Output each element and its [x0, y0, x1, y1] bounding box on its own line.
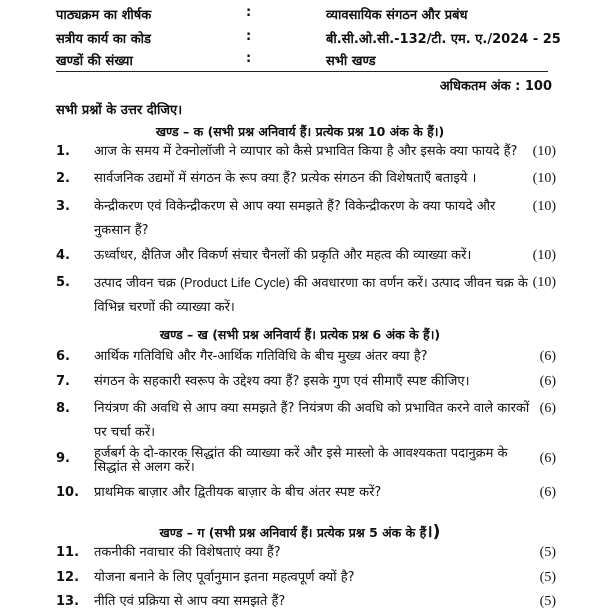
section-c-heading	[0, 519, 600, 542]
question-marks: (6)	[539, 349, 556, 364]
question-text-part: उत्पाद जीवन चक्र	[94, 276, 180, 291]
question-marks: (6)	[539, 374, 556, 389]
question-number: 12.	[56, 570, 80, 585]
question-text: आर्थिक गतिविधि और गैर-आर्थिक गतिविधि के बीच मुख्य अंतर क्या है?	[94, 349, 428, 364]
question-number: 9.	[56, 451, 70, 466]
question-number: 5.	[56, 275, 70, 290]
section-c-heading-text: खण्ड – ग (सभी प्रश्न अनिवार्य हैं। प्रत्येक प्रश्न 5 अंक के हैं	[159, 525, 427, 540]
question-text: प्राथमिक बाज़ार और द्वितीयक बाज़ार के बीच अंतर स्पष्ट करें?	[94, 485, 382, 500]
question-text: नीति एवं प्रक्रिया से आप क्या समझते हैं?	[94, 594, 286, 609]
question-number: 8.	[56, 401, 70, 416]
question-marks: (5)	[539, 545, 556, 560]
question-marks: (6)	[539, 401, 556, 416]
question-marks: (5)	[539, 594, 556, 609]
blocks-count-value: सभी खण्ड	[326, 54, 376, 69]
course-title-label: पाठ्यक्रम का शीर्षक	[56, 8, 152, 23]
question-marks: (10)	[532, 199, 556, 214]
question-text: आज के समय में टेक्नोलॉजी ने व्यापार को कैसे प्रभावित किया है और इसके क्या फायदे हैं?	[94, 144, 518, 159]
question-text-part: की अवधारणा का वर्णन करें। उत्पाद जीवन चक्र के विभिन्न चरणों की व्याख्या करें।	[94, 276, 528, 315]
question-number: 1.	[56, 144, 70, 159]
question-marks: (10)	[532, 248, 556, 263]
colon: :	[246, 29, 252, 44]
colon: :	[246, 5, 252, 20]
question-text: सार्वजनिक उद्यमों में संगठन के रूप क्या हैं? प्रत्येक संगठन की विशेषताएँ बताइये ।	[94, 171, 477, 186]
header-divider	[56, 71, 548, 72]
question-number: 3.	[56, 199, 70, 214]
question-marks: (6)	[539, 485, 556, 500]
question-text: हर्जबर्ग के दो-कारक सिद्धांत की व्याख्या करें और इसे मास्लो के आवश्यकता पदानुक्रम के सिद्धांत से अलग करें।	[94, 446, 508, 475]
question-text: तकनीकी नवाचार की विशेषताएं क्या हैं?	[94, 545, 281, 560]
question-number: 2.	[56, 171, 70, 186]
question-text: नियंत्रण की अवधि से आप क्या समझते हैं? नियंत्रण की अवधि को प्रभावित करने वाले कारकों पर चर्चा करें।	[94, 401, 530, 440]
question-text: योजना बनाने के लिए पूर्वानुमान इतना महत्वपूर्ण क्यों है?	[94, 570, 355, 585]
question-marks: (10)	[532, 171, 556, 186]
section-b-heading: खण्ड – ख (सभी प्रश्न अनिवार्य हैं। प्रत्येक प्रश्न 6 अंक के हैं।)	[159, 327, 441, 342]
question-marks: (10)	[532, 144, 556, 159]
blocks-count-label: खण्डों की संख्या	[56, 54, 133, 69]
question-number: 10.	[56, 485, 80, 500]
colon: :	[246, 51, 252, 66]
question-marks: (6)	[539, 451, 556, 466]
question-number: 13.	[56, 594, 80, 609]
question-marks: (5)	[539, 570, 556, 585]
course-title-value: व्यावसायिक संगठन और प्रबंध	[326, 8, 468, 23]
question-text-english-term: (Product Life Cycle)	[180, 276, 290, 290]
assignment-code-value: बी.सी.ओ.सी.-132/टी. एम. ए./2024 - 25	[326, 32, 561, 47]
section-c-heading-end: ।)	[426, 522, 441, 542]
blocks-count-row	[56, 51, 576, 73]
question-text	[94, 271, 534, 320]
question-text: केन्द्रीकरण एवं विकेन्द्रीकरण से आप क्या समझते हैं? विकेन्द्रीकरण के क्या फायदे और नुकसान हैं?	[94, 199, 496, 238]
instruction: सभी प्रश्नों के उत्तर दीजिए।	[56, 103, 183, 118]
question-number: 4.	[56, 248, 70, 263]
course-title-row	[56, 5, 576, 27]
question-number: 7.	[56, 374, 70, 389]
assignment-code-row	[56, 29, 576, 51]
question-number: 11.	[56, 545, 80, 560]
question-text: संगठन के सहकारी स्वरूप के उद्देश्य क्या हैं? इसके गुण एवं सीमाएँ स्पष्ट कीजिए।	[94, 374, 470, 389]
question-text: ऊर्ध्वाधर, क्षैतिज और विकर्ण संचार चैनलों की प्रकृति और महत्व की व्याख्या करें।	[94, 248, 472, 263]
max-marks: अधिकतम अंक : 100	[439, 79, 552, 94]
question-marks: (10)	[532, 275, 556, 290]
section-a-heading: खण्ड – क (सभी प्रश्न अनिवार्य हैं। प्रत्येक प्रश्न 10 अंक के हैं।)	[155, 124, 445, 139]
question-number: 6.	[56, 349, 70, 364]
assignment-code-label: सत्रीय कार्य का कोड	[56, 32, 151, 47]
